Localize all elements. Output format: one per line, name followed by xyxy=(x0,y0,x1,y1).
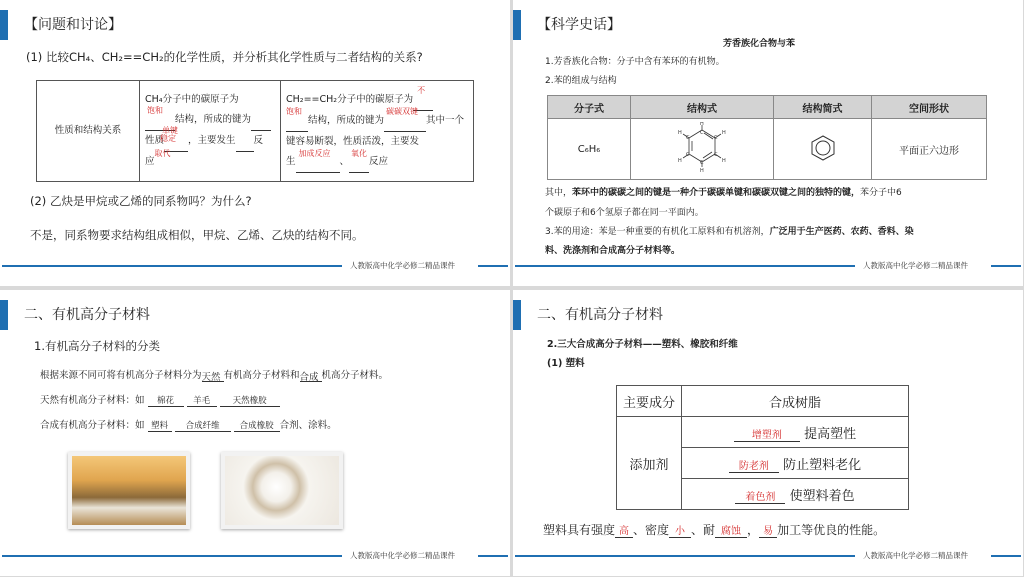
question-1: (1) 比较CH₄、CH₂==CH₂的化学性质，并分析其化学性质与二者结构的关系? xyxy=(26,50,423,64)
additive-row: 防老剂 防止塑料老化 xyxy=(682,448,909,479)
answer-substitution: 取代 xyxy=(154,149,171,158)
answer-oxidation: 氧化 xyxy=(351,148,368,158)
structural-formula-drawing xyxy=(631,119,774,180)
cotton-field-image xyxy=(68,452,190,529)
svg-text:C: C xyxy=(714,134,718,141)
answer-synthetic-rubber: 合成橡胶 xyxy=(234,419,280,432)
svg-text:C: C xyxy=(686,134,690,141)
natural-examples: 天然有机高分子材料：如 棉花 羊毛 天然橡胶 xyxy=(40,392,280,407)
footer-text: 人教版高中化学必修二精品课件 xyxy=(350,551,455,560)
classification-line: 根据来源不同可将有机高分子材料分为 天然 有机高分子材料和 合成 机高分子材料。 xyxy=(40,370,389,383)
svg-text:H: H xyxy=(722,129,726,136)
paragraph-3: 其中，苯环中的碳碳之间的键是一种介于碳碳单键和碳碳双键之间的独特的键，苯分子中6 xyxy=(545,188,902,198)
answer-saturated: 饱和 xyxy=(147,106,163,115)
answer-plastic: 塑料 xyxy=(148,419,172,432)
main-component-label: 主要成分 xyxy=(617,386,682,417)
svg-text:C: C xyxy=(700,129,704,136)
answer-wool: 羊毛 xyxy=(187,394,217,407)
footer-text: 人教版高中化学必修二精品课件 xyxy=(863,551,968,560)
synthetic-examples: 合成有机高分子材料：如 塑料 合成纤维 合成橡胶 合剂、涂料。 xyxy=(40,420,337,431)
section-subtitle: 2.三大合成高分子材料——塑料、橡胶和纤维 xyxy=(547,339,738,350)
paragraph-4: 3.苯的用途：苯是一种重要的有机化工原料和有机溶剂，广泛用于生产医药、农药、香料、染 xyxy=(545,227,914,237)
footer xyxy=(513,550,1023,562)
plastics-subtitle: (1) 塑料 xyxy=(547,358,585,369)
svg-text:H: H xyxy=(700,121,704,127)
slide-polymer-classification[interactable] xyxy=(0,290,510,576)
benzene-table xyxy=(547,95,987,180)
cotton-boll-image xyxy=(221,452,343,529)
svg-text:C: C xyxy=(686,151,690,158)
slide-title: 二、有机高分子材料 xyxy=(24,307,150,323)
question-2: (2) 乙炔是甲烷或乙烯的同系物吗？为什么? xyxy=(30,194,252,208)
ethylene-cell: CH₂==CH₂分子中的碳原子为 不 饱和 结构，所成的键为 碳碳双键 其中一个 键容易断裂，性质活泼，主要发 生 加成反应 、 氧化 反应 xyxy=(281,81,474,182)
header-shape: 空间形状 xyxy=(872,96,987,119)
simplified-formula-drawing xyxy=(774,119,872,180)
subtitle: 芳香族化合物与苯 xyxy=(723,39,796,49)
paragraph-1: 1.芳香族化合物：分子中含有苯环的有机物。 xyxy=(545,57,725,67)
slide-title: 二、有机高分子材料 xyxy=(537,307,663,323)
header-structural-formula: 结构式 xyxy=(631,96,774,119)
footer xyxy=(513,260,1023,272)
paragraph-4-cont: 料、洗涤剂和合成高分子材料等。 xyxy=(545,246,681,256)
footer-text: 人教版高中化学必修二精品课件 xyxy=(863,261,968,270)
header-simplified-formula: 结构简式 xyxy=(774,96,872,119)
molecular-formula: C₆H₆ xyxy=(548,119,631,180)
footer-text: 人教版高中化学必修二精品课件 xyxy=(350,261,455,270)
additive-row: 增塑剂 提高塑性 xyxy=(682,417,909,448)
answer-double-bond: 碳碳双键 xyxy=(386,106,419,116)
main-component-value: 合成树脂 xyxy=(682,386,909,417)
properties-sentence: 塑料具有强度 高 、密度 小 、耐 腐蚀 ， 易 加工等优良的性能。 xyxy=(543,523,886,537)
answer-natural-rubber: 天然橡胶 xyxy=(220,394,280,407)
answer-addition: 加成反应 xyxy=(298,148,331,158)
footer xyxy=(0,260,510,272)
svg-text:H: H xyxy=(678,129,682,136)
slide-plastics[interactable] xyxy=(513,290,1023,576)
title-accent-bar xyxy=(513,300,521,330)
row-header: 性质和结构关系 xyxy=(37,81,140,182)
answer-unsaturated-2: 饱和 xyxy=(286,106,302,116)
answer-easy: 易 xyxy=(759,522,777,538)
answer-high: 高 xyxy=(615,522,633,538)
answer-stable: 稳定 xyxy=(160,134,177,143)
title-accent-bar xyxy=(0,10,8,40)
svg-text:H: H xyxy=(722,157,726,164)
answer-small: 小 xyxy=(669,522,691,538)
section-subtitle: 1.有机高分子材料的分类 xyxy=(34,339,160,353)
header-molecular-formula: 分子式 xyxy=(548,96,631,119)
shape-value: 平面正六边形 xyxy=(872,119,987,180)
svg-text:H: H xyxy=(678,157,682,164)
benzene-ring-icon xyxy=(808,133,838,163)
slide-discussion[interactable] xyxy=(0,0,510,286)
additive-row: 着色剂 使塑料着色 xyxy=(682,479,909,510)
plastics-table xyxy=(616,385,909,510)
answer-synthetic: 合成 xyxy=(299,372,319,383)
answer-2: 不是，同系物要求结构组成相似，甲烷、乙烯、乙炔的结构不同。 xyxy=(30,228,364,242)
answer-single-bond: 单键 xyxy=(162,126,179,135)
answer-colorant: 着色剂 xyxy=(735,488,785,504)
slide-title: 【科学史话】 xyxy=(537,17,621,33)
comparison-table xyxy=(36,80,474,182)
footer xyxy=(0,550,510,562)
additive-label: 添加剂 xyxy=(617,417,682,510)
svg-text:C: C xyxy=(714,151,718,158)
title-accent-bar xyxy=(0,300,8,330)
answer-corrosion: 腐蚀 xyxy=(715,522,747,538)
paragraph-3-cont: 个碳原子和6个氢原子都在同一平面内。 xyxy=(545,208,704,218)
slide-science-history[interactable] xyxy=(513,0,1023,286)
benzene-structure-icon xyxy=(667,122,737,174)
svg-text:H: H xyxy=(700,167,704,174)
answer-cotton: 棉花 xyxy=(148,394,184,407)
answer-synthetic-fiber: 合成纤维 xyxy=(175,419,231,432)
answer-natural: 天然 xyxy=(201,372,221,383)
answer-antiager: 防老剂 xyxy=(729,457,779,473)
slide-title: 【问题和讨论】 xyxy=(24,17,122,33)
svg-text:C: C xyxy=(700,159,704,166)
answer-plasticizer: 增塑剂 xyxy=(734,426,800,442)
methane-cell: CH₄分子中的碳原子为 饱和 结构，所成的键为 性质 单键 稳定 ，主要发生 反 应 取代 xyxy=(140,81,281,182)
title-accent-bar xyxy=(513,10,521,40)
paragraph-2: 2.苯的组成与结构 xyxy=(545,76,617,86)
answer-unsaturated-1: 不 xyxy=(417,85,426,95)
